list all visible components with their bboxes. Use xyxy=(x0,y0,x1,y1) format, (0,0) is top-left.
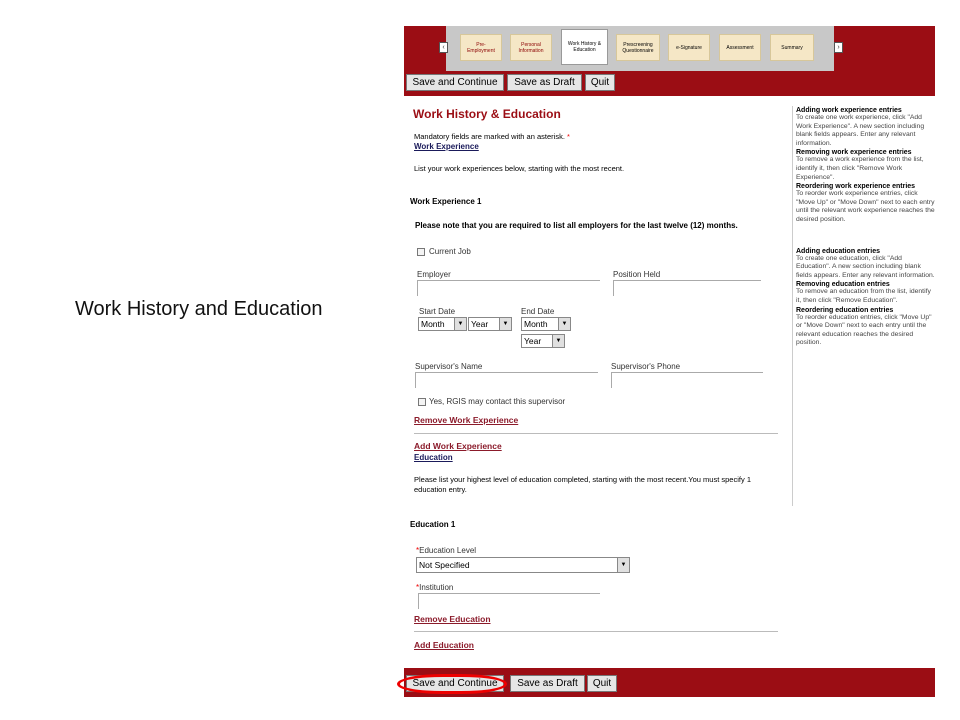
application-window xyxy=(404,26,935,696)
end-year-select[interactable]: Year ▼ xyxy=(521,334,565,348)
work-intro: List your work experiences below, starting with the most recent. xyxy=(414,164,625,173)
slide-title: Work History and Education xyxy=(75,298,323,320)
institution-input[interactable] xyxy=(418,593,600,609)
step-e-signature[interactable]: e-Signature xyxy=(668,34,710,61)
step-pre-employment[interactable]: Pre- Employment xyxy=(460,34,502,61)
step-assessment[interactable]: Assessment xyxy=(719,34,761,61)
remove-education-link[interactable]: Remove Education xyxy=(414,614,491,624)
education-heading: Education xyxy=(414,453,453,462)
help-title: Reordering education entries xyxy=(796,306,894,314)
save-and-continue-button-bottom[interactable]: Save and Continue xyxy=(406,675,504,692)
chevron-down-icon: ▼ xyxy=(552,335,564,347)
current-job-checkbox[interactable] xyxy=(417,248,425,256)
help-title: Adding work experience entries xyxy=(796,107,902,114)
help-panel xyxy=(792,106,935,506)
position-held-label: Position Held xyxy=(613,270,661,279)
divider xyxy=(414,631,778,632)
supervisor-name-label: Supervisor's Name xyxy=(415,362,483,371)
end-date-label: End Date xyxy=(521,307,555,316)
supervisor-phone-label: Supervisor's Phone xyxy=(611,362,681,371)
save-as-draft-button-bottom[interactable]: Save as Draft xyxy=(510,675,585,692)
save-and-continue-button[interactable]: Save and Continue xyxy=(406,74,504,91)
main-content xyxy=(404,96,935,668)
help-body: To remove an education from the list, identify it, then click "Remove Education". xyxy=(796,288,931,304)
step-summary[interactable]: Summary xyxy=(770,34,814,61)
work-experience-heading: Work Experience xyxy=(414,142,479,151)
next-step-arrow-icon[interactable]: › xyxy=(834,42,843,53)
education-intro: Please list your highest level of education completed, starting with the most recent.You must specify 1 education entry. xyxy=(414,475,751,494)
employer-input[interactable] xyxy=(417,280,600,296)
contact-supervisor-label: Yes, RGIS may contact this supervisor xyxy=(429,397,566,406)
help-title: Adding education entries xyxy=(796,247,881,255)
add-education-link[interactable]: Add Education xyxy=(414,640,474,650)
page-title: Work History & Education xyxy=(413,107,561,121)
quit-button-bottom[interactable]: Quit xyxy=(587,675,617,692)
start-month-select[interactable]: Month ▼ xyxy=(418,317,467,331)
chevron-down-icon: ▼ xyxy=(558,318,570,330)
end-month-select[interactable]: Month ▼ xyxy=(521,317,571,331)
step-personal-information[interactable]: Personal Information xyxy=(510,34,552,61)
help-body: To remove a work experience from the list, identify it, then click "Remove Work Experience". xyxy=(796,156,924,181)
remove-work-experience-link[interactable]: Remove Work Experience xyxy=(414,415,519,425)
highlight-ellipse xyxy=(397,674,507,694)
step-work-history-education[interactable]: Work History & Education xyxy=(561,29,608,65)
chevron-down-icon: ▼ xyxy=(454,318,466,330)
quit-button[interactable]: Quit xyxy=(585,74,615,91)
help-body: To reorder education entries, click "Move Up" or "Move Down" next to each entry until the relevant education reaches the desired position. xyxy=(796,313,932,347)
institution-label: *Institution xyxy=(416,583,454,592)
asterisk-icon: * xyxy=(567,132,570,141)
save-as-draft-button[interactable]: Save as Draft xyxy=(507,74,582,91)
help-title: Removing work experience entries xyxy=(796,149,912,157)
contact-supervisor-checkbox[interactable] xyxy=(418,398,426,406)
chevron-down-icon: ▼ xyxy=(499,318,511,330)
help-title: Reordering work experience entries xyxy=(796,183,916,191)
top-bar xyxy=(404,26,935,96)
current-job-label: Current Job xyxy=(429,247,471,256)
supervisor-phone-input[interactable] xyxy=(611,372,763,388)
prev-step-arrow-icon[interactable]: ‹ xyxy=(439,42,448,53)
help-body: To reorder work experience entries, click "Move Up" or "Move Down" next to each entry until the relevant work experience reaches the desired position. xyxy=(796,190,935,223)
work-notice: Please note that you are required to list all employers for the last twelve (12) months. xyxy=(415,221,738,230)
mandatory-note: Mandatory fields are marked with an asterisk. * xyxy=(414,132,570,141)
bottom-toolbar xyxy=(404,668,935,697)
help-title: Removing education entries xyxy=(796,281,890,289)
required-asterisk-icon: * xyxy=(416,583,420,592)
position-held-input[interactable] xyxy=(613,280,761,296)
help-body: To create one education, click "Add Education". A new section including blank fields appears. Enter any relevant information. xyxy=(796,254,935,279)
required-asterisk-icon: * xyxy=(416,546,420,555)
chevron-down-icon: ▼ xyxy=(617,558,629,572)
education-entry-title: Education 1 xyxy=(410,520,456,529)
supervisor-name-input[interactable] xyxy=(415,372,598,388)
help-body: To create one work experience, click "Add Work Experience". A new section including blank fields appears. Enter any relevant information. xyxy=(796,114,925,147)
education-level-label: *Education Level xyxy=(416,546,477,555)
divider xyxy=(414,433,778,434)
start-year-select[interactable]: Year ▼ xyxy=(468,317,512,331)
employer-label: Employer xyxy=(417,270,451,279)
step-prescreening-questionnaire[interactable]: Prescreening Questionnaire xyxy=(616,34,660,61)
education-level-select[interactable]: Not Specified ▼ xyxy=(416,557,630,573)
start-date-label: Start Date xyxy=(419,307,456,316)
add-work-experience-link[interactable]: Add Work Experience xyxy=(414,441,502,451)
progress-steps xyxy=(442,26,840,71)
work-entry-title: Work Experience 1 xyxy=(410,197,482,206)
